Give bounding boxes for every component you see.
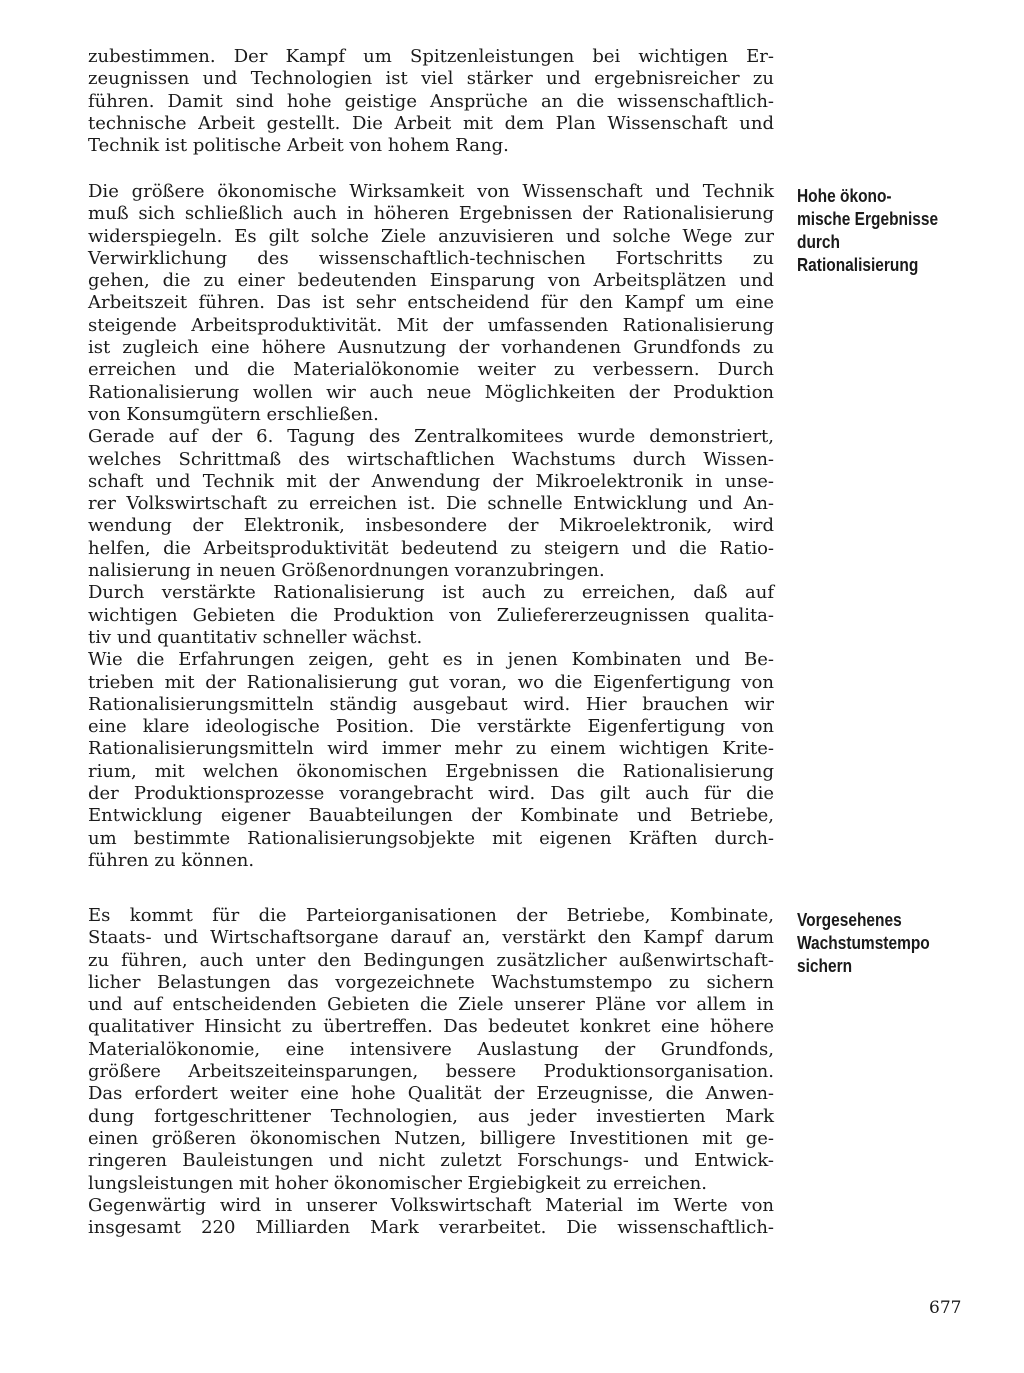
text-line: eine klare ideologische Position. Die verstärkte Eigenfertigung von	[88, 716, 774, 738]
text-line: zu führen, auch unter den Bedingungen zusätzlicher außenwirtschaft-	[88, 949, 774, 971]
text-line: nalisierung in neuen Größenordnungen voranzubringen.	[88, 560, 605, 582]
paragraph-2	[88, 181, 774, 872]
margin-note-line: sichern	[797, 956, 853, 976]
text-line: rer Volkswirtschaft zu erreichen ist. Die schnelle Entwicklung und An-	[88, 493, 774, 515]
text-line: der Produktionsprozesse vorangebracht wird. Das gilt auch für die	[88, 783, 774, 805]
text-line: erreichen und die Materialökonomie weiter zu verbessern. Durch	[88, 359, 774, 381]
text-line: führen zu können.	[88, 849, 255, 871]
text-line: gehen, die zu einer bedeutenden Einsparung von Arbeitsplätzen und	[88, 270, 774, 292]
text-line: Materialökonomie, eine intensivere Auslastung der Grundfonds,	[88, 1038, 774, 1060]
text-line: wichtigen Gebieten die Produktion von Zuliefererzeugnissen qualita-	[88, 604, 774, 626]
text-line: um bestimmte Rationalisierungsobjekte mit eigenen Kräften durch-	[88, 827, 774, 849]
text-line: rium, mit welchen ökonomischen Ergebnissen die Rationalisierung	[88, 760, 774, 782]
text-line: zeugnissen und Technologien ist viel stärker und ergebnisreicher zu	[88, 68, 774, 90]
text-line: Arbeitszeit führen. Das ist sehr entscheidend für den Kampf um eine	[88, 292, 774, 314]
text-line: zubestimmen. Der Kampf um Spitzenleistungen bei wichtigen Er-	[88, 46, 774, 67]
text-line: muß sich schließlich auch in höheren Ergebnissen der Rationalisierung	[88, 203, 774, 225]
margin-note-line: Vorgesehenes	[797, 910, 902, 930]
margin-note-wachstumstempo	[797, 909, 943, 978]
text-line: helfen, die Arbeitsproduktivität bedeutend zu steigern und die Ratio-	[88, 537, 774, 559]
text-line: schaft und Technik mit der Anwendung der Mikroelektronik in unse-	[88, 470, 774, 492]
margin-note-line: Wachstumstempo	[797, 933, 930, 953]
text-line: Wie die Erfahrungen zeigen, geht es in jenen Kombinaten und Be-	[88, 649, 774, 671]
text-line: Gegenwärtig wird in unserer Volkswirtschaft Material im Werte von	[88, 1194, 774, 1216]
text-line: von Konsumgütern erschließen.	[88, 403, 379, 425]
margin-note-line: mische Ergebnisse	[797, 209, 939, 229]
text-line: führen. Damit sind hohe geistige Ansprüche an die wissenschaftlich-	[88, 90, 774, 112]
text-line: welches Schrittmaß des wirtschaftlichen Wachstums durch Wissen-	[88, 448, 774, 470]
text-line: qualitativer Hinsicht zu übertreffen. Das bedeutet konkret eine höhere	[88, 1016, 774, 1038]
text-line: insgesamt 220 Milliarden Mark verarbeitet. Die wissenschaftlich-	[88, 1217, 774, 1239]
text-line: Staats- und Wirtschaftsorgane darauf an, verstärkt den Kampf darum	[88, 927, 774, 949]
text-line: einen größeren ökonomischen Nutzen, billigere Investitionen mit ge-	[88, 1127, 774, 1149]
text-line: lungsleistungen mit hoher ökonomischer Ergiebigkeit zu erreichen.	[88, 1172, 707, 1194]
text-line: Entwicklung eigener Bauabteilungen der Kombinate und Betriebe,	[88, 805, 774, 827]
text-line: technische Arbeit gestellt. Die Arbeit mit dem Plan Wissenschaft und	[88, 112, 774, 134]
margin-note-line: Hohe ökono-	[797, 186, 892, 206]
text-line: Gerade auf der 6. Tagung des Zentralkomitees wurde demonstriert,	[88, 426, 774, 448]
text-line: wendung der Elektronik, insbesondere der Mikroelektronik, wird	[88, 515, 774, 537]
text-line: Rationalisierungsmitteln ständig ausgebaut wird. Hier brauchen wir	[88, 693, 774, 715]
text-line: steigende Arbeitsproduktivität. Mit der umfassenden Rationalisierung	[88, 314, 774, 336]
paragraph-1	[88, 46, 774, 157]
text-line: Durch verstärkte Rationalisierung ist auch zu erreichen, daß auf	[88, 582, 774, 604]
text-line: Das erfordert weiter eine hohe Qualität der Erzeugnisse, die Anwen-	[88, 1083, 774, 1105]
text-line: ringeren Bauleistungen und nicht zuletzt Forschungs- und Entwick-	[88, 1150, 774, 1172]
page-number: 677	[929, 1298, 962, 1318]
text-line: Verwirklichung des wissenschaftlich-technischen Fortschritts zu	[88, 247, 774, 269]
text-line: tiv und quantitativ schneller wächst.	[88, 626, 423, 648]
margin-note-line: Rationalisierung	[797, 255, 919, 275]
text-line: größere Arbeitszeiteinsparungen, bessere Produktionsorganisation.	[88, 1061, 774, 1083]
text-line: Es kommt für die Parteiorganisationen der Betriebe, Kombinate,	[88, 905, 774, 926]
text-line: Die größere ökonomische Wirksamkeit von Wissenschaft und Technik	[88, 181, 774, 202]
text-line: Rationalisierungsmitteln wird immer mehr zu einem wichtigen Krite-	[88, 738, 774, 760]
text-line: ist zugleich eine höhere Ausnutzung der vorhandenen Grundfonds zu	[88, 337, 774, 359]
text-line: dung fortgeschrittener Technologien, aus jeder investierten Mark	[88, 1105, 774, 1127]
text-line: widerspiegeln. Es gilt solche Ziele anzuvisieren und solche Wege zur	[88, 225, 774, 247]
text-line: Technik ist politische Arbeit von hohem Rang.	[88, 135, 509, 157]
margin-note-line: durch	[797, 232, 841, 252]
text-line: Rationalisierung wollen wir auch neue Möglichkeiten der Produktion	[88, 381, 774, 403]
text-line: trieben mit der Rationalisierung gut voran, wo die Eigenfertigung von	[88, 671, 774, 693]
margin-note-rationalisierung	[797, 185, 943, 277]
paragraph-3	[88, 905, 774, 1239]
text-line: und auf entscheidenden Gebieten die Ziele unserer Pläne vor allem in	[88, 994, 774, 1016]
text-line: licher Belastungen das vorgezeichnete Wachstumstempo zu sichern	[88, 971, 774, 993]
